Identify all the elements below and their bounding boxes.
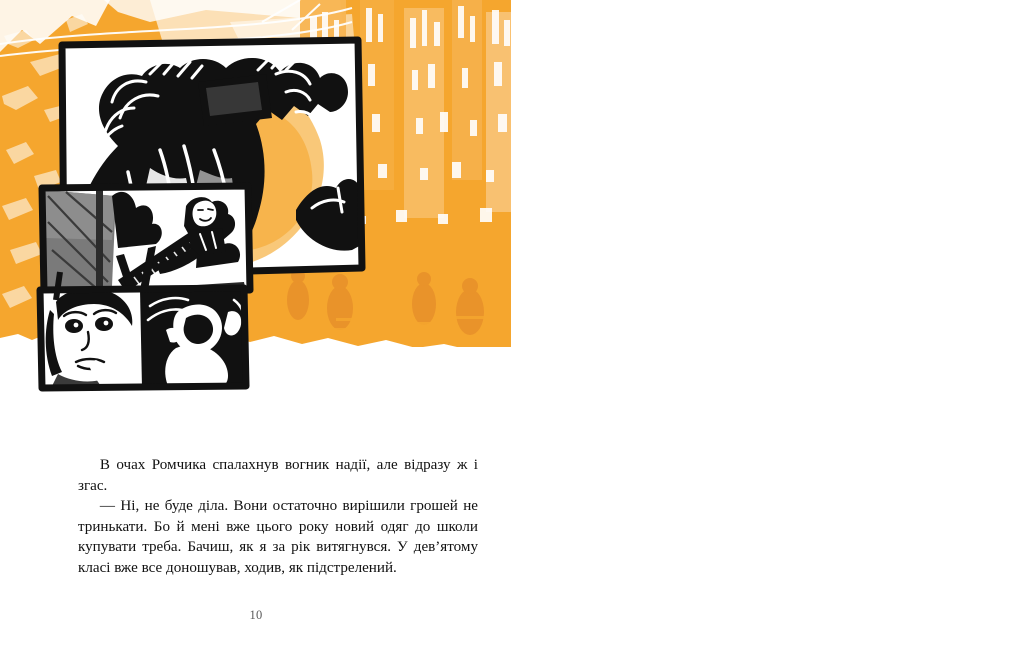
paragraph: — Ні, не буде діла. Вони остаточно вирішили грошей не тринькати. Бо й мені вже цього року новий одяг до школи купувати треба. Бачиш, як я за рік витягнувся. У дев’ятому класі вже все доношував, ходив, як підстрелений. <box>78 498 478 576</box>
page-gutter <box>511 0 513 659</box>
page-number-left: 10 <box>249 608 263 622</box>
right-page <box>512 0 1024 659</box>
chapter-illustration <box>0 0 512 392</box>
face-right <box>140 288 248 390</box>
panel-swing-scene <box>38 182 254 296</box>
paragraph: В очах Ромчика спалахнув вогник надії, але відразу ж і згас. <box>78 457 478 494</box>
panel-two-faces <box>36 286 250 390</box>
illustration-artwork <box>0 0 512 392</box>
left-page-text <box>78 455 478 578</box>
